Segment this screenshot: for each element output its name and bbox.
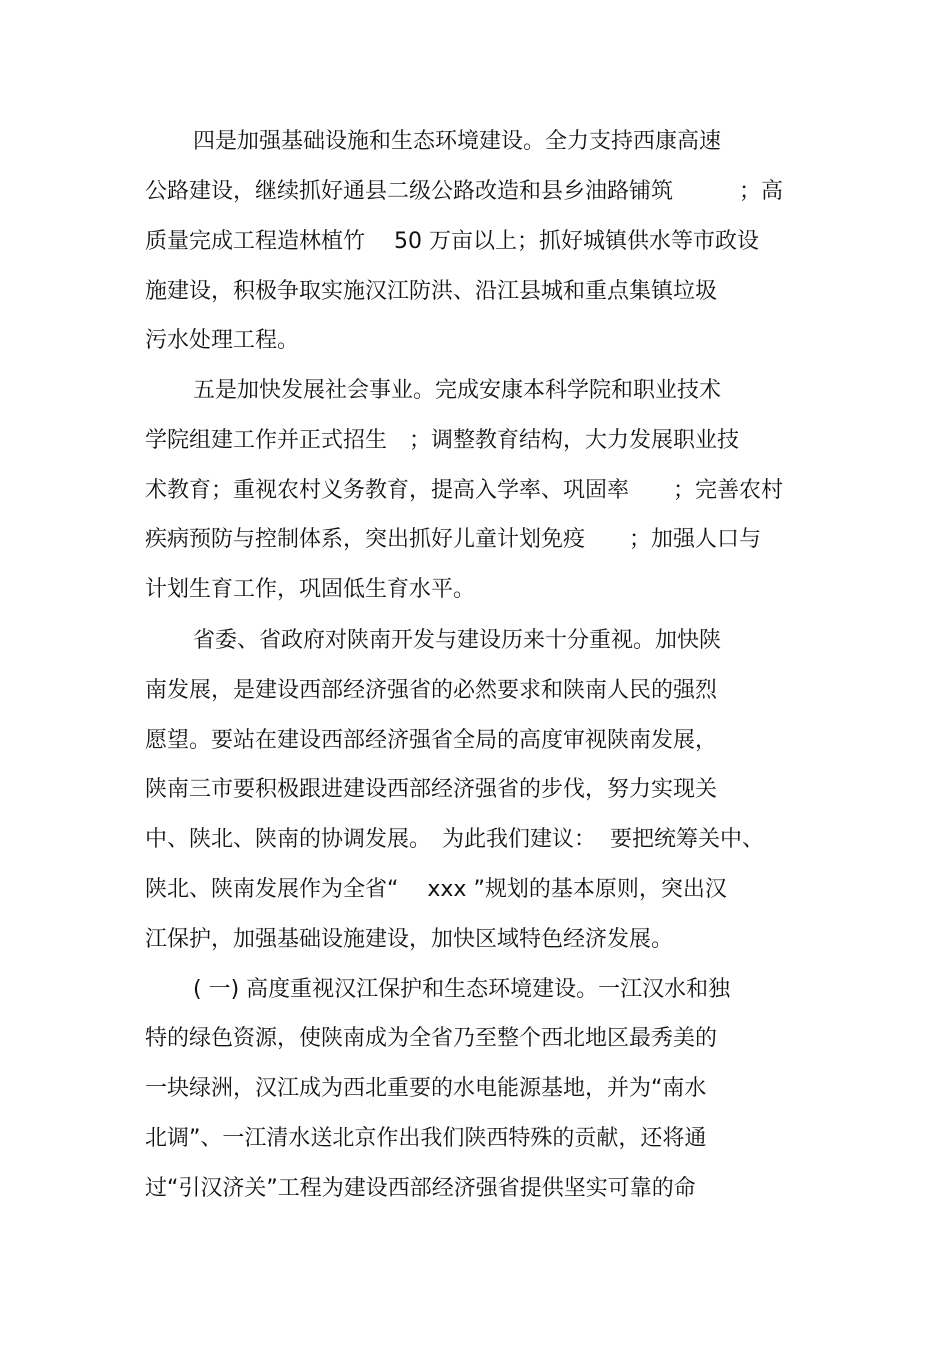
paragraph-line: 过“引汉济关”工程为建设西部经济强省提供坚实可靠的命 — [145, 1176, 696, 1201]
paragraph-line: 陕南三市要积极跟进建设西部经济强省的步伐，努力实现关 — [145, 777, 718, 802]
paragraph-line: 愿望。要站在建设西部经济强省全局的高度审视陕南发展， — [145, 728, 718, 753]
paragraph-line: 污水处理工程。 — [145, 328, 300, 353]
paragraph-line: 一块绿洲，汉江成为西北重要的水电能源基地，并为“南水 — [145, 1076, 707, 1101]
paragraph-line: 北调”、一江清水送北京作出我们陕西特殊的贡献，还将通 — [145, 1126, 707, 1151]
paragraph-line: 南发展，是建设西部经济强省的必然要求和陕南人民的强烈 — [145, 678, 718, 703]
paragraph-line: 疾病预防与控制体系，突出抓好儿童计划免疫 ；加强人口与 — [145, 527, 762, 552]
paragraph-line: 质量完成工程造林植竹 50 万亩以上；抓好城镇供水等市政设 — [145, 229, 759, 254]
paragraph-line: 省委、省政府对陕南开发与建设历来十分重视。加快陕 — [193, 628, 722, 653]
paragraph-line: 学院组建工作并正式招生 ；调整教育结构，大力发展职业技 — [145, 428, 740, 453]
paragraph-line: 四是加强基础设施和生态环境建设。全力支持西康高速 — [193, 129, 722, 154]
paragraph-line: 公路建设，继续抓好通县二级公路改造和县乡油路铺筑 ；高 — [145, 179, 784, 204]
paragraph-line: 施建设，积极争取实施汉江防洪、沿江县城和重点集镇垃圾 — [145, 279, 718, 304]
paragraph-line: 中、陕北、陕南的协调发展。 为此我们建议： 要把统筹关中、 — [145, 827, 764, 852]
paragraph-line: 计划生育工作，巩固低生育水平。 — [145, 577, 476, 602]
paragraph-line: 五是加快发展社会事业。完成安康本科学院和职业技术 — [193, 378, 722, 403]
paragraph-line: 术教育；重视农村义务教育，提高入学率、巩固率 ；完善农村 — [145, 478, 784, 503]
paragraph-line: 陕北、陕南发展作为全省“ xxx ”规划的基本原则，突出汉 — [145, 877, 727, 902]
paragraph-line: 江保护，加强基础设施建设，加快区域特色经济发展。 — [145, 927, 674, 952]
paragraph-line: 特的绿色资源，使陕南成为全省乃至整个西北地区最秀美的 — [145, 1026, 718, 1051]
paragraph-line: ( 一) 高度重视汉江保护和生态环境建设。一江汉水和独 — [193, 977, 731, 1002]
